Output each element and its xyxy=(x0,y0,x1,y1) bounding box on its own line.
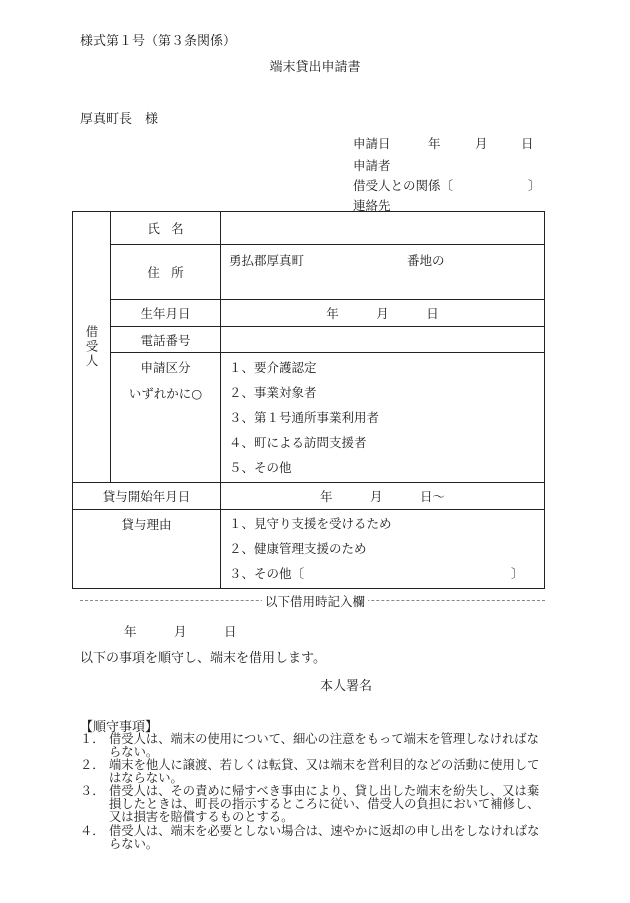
rule-number: ２． xyxy=(80,758,105,772)
rule-number: １． xyxy=(80,732,105,746)
borrowing-section-label: 以下借用時記入欄 xyxy=(0,592,630,610)
reason-label: 貸与理由 xyxy=(73,510,221,589)
rule-item xyxy=(80,785,550,824)
category-note: いずれかに○ xyxy=(128,386,203,401)
form-number: 様式第１号（第３条関係） xyxy=(80,34,237,49)
category-option[interactable]: ２、事業対象者 xyxy=(229,385,317,400)
start-date-field[interactable]: 年 月 日～ xyxy=(221,483,545,510)
birth-label: 生年月日 xyxy=(111,300,221,327)
reason-other-close: 〕 xyxy=(511,566,524,581)
name-field[interactable] xyxy=(221,212,545,245)
start-date-label: 貸与開始年月日 xyxy=(73,483,221,510)
birth-field[interactable]: 年 月 日 xyxy=(221,300,545,327)
phone-label: 電話番号 xyxy=(111,327,221,353)
name-label: 氏名 xyxy=(111,212,221,245)
rule-number: ３． xyxy=(80,784,105,798)
application-date xyxy=(353,134,543,150)
addressee: 厚真町長 様 xyxy=(80,112,159,127)
application-month: 月 xyxy=(475,136,488,151)
rule-text: 端末を他人に譲渡、若しくは転貸、又は端末を営利目的などの活動に使用してはならない。 xyxy=(109,758,540,785)
contact-label: 連絡先 xyxy=(353,198,391,213)
signature-label: 本人署名 xyxy=(320,679,373,694)
relation-field: 借受人との関係〔 〕 xyxy=(353,178,541,193)
agreement-text: 以下の事項を順守し、端末を借用します。 xyxy=(80,651,326,666)
borrower-label: 借受人 xyxy=(73,212,111,483)
reason-option-other[interactable] xyxy=(221,561,544,586)
application-year: 年 xyxy=(428,136,441,151)
rules-title: 【順守事項】 xyxy=(80,720,159,735)
category-option[interactable]: ５、その他 xyxy=(229,460,292,475)
category-option[interactable]: ４、町による訪問支援者 xyxy=(229,435,367,450)
rule-item xyxy=(80,825,550,851)
category-label-cell xyxy=(111,353,221,483)
reason-option[interactable]: １、見守り支援を受けるため xyxy=(229,516,392,531)
application-date-label: 申請日 xyxy=(353,136,391,151)
address-town: 勇払郡厚真町 xyxy=(229,253,305,268)
address-field[interactable] xyxy=(221,245,545,300)
rule-item xyxy=(80,759,550,785)
phone-field[interactable] xyxy=(221,327,545,353)
reason-options xyxy=(221,510,545,589)
application-day: 日 xyxy=(521,136,534,151)
category-options xyxy=(221,353,545,483)
reason-other-label: ３、その他〔 xyxy=(229,566,305,581)
rule-item xyxy=(80,733,550,759)
address-label: 住所 xyxy=(111,245,221,300)
rule-text: 借受人は、端末を必要としない場合は、速やかに返却の申し出をしなければならない。 xyxy=(109,824,540,851)
borrowing-date: 年 月 日 xyxy=(124,624,237,639)
reason-option[interactable]: ２、健康管理支援のため xyxy=(229,541,367,556)
rule-text: 借受人は、その責めに帰すべき事由により、貸し出した端末を紛失し、又は棄損したときは、町長の指示するところに従い、借受人の負担において補修し、又は損害を賠償するものとする。 xyxy=(109,784,540,824)
category-option[interactable]: １、要介護認定 xyxy=(229,360,317,375)
rule-text: 借受人は、端末の使用について、細心の注意をもって端末を管理しなければならない。 xyxy=(109,732,539,759)
address-banchi: 番地の xyxy=(406,253,445,268)
category-label: 申請区分 xyxy=(140,360,191,375)
document-title: 端末貸出申請書 xyxy=(269,60,361,75)
rule-number: ４． xyxy=(80,824,105,838)
application-table xyxy=(72,211,545,589)
applicant-label: 申請者 xyxy=(353,158,391,173)
category-option[interactable]: ３、第１号通所事業利用者 xyxy=(229,410,380,425)
